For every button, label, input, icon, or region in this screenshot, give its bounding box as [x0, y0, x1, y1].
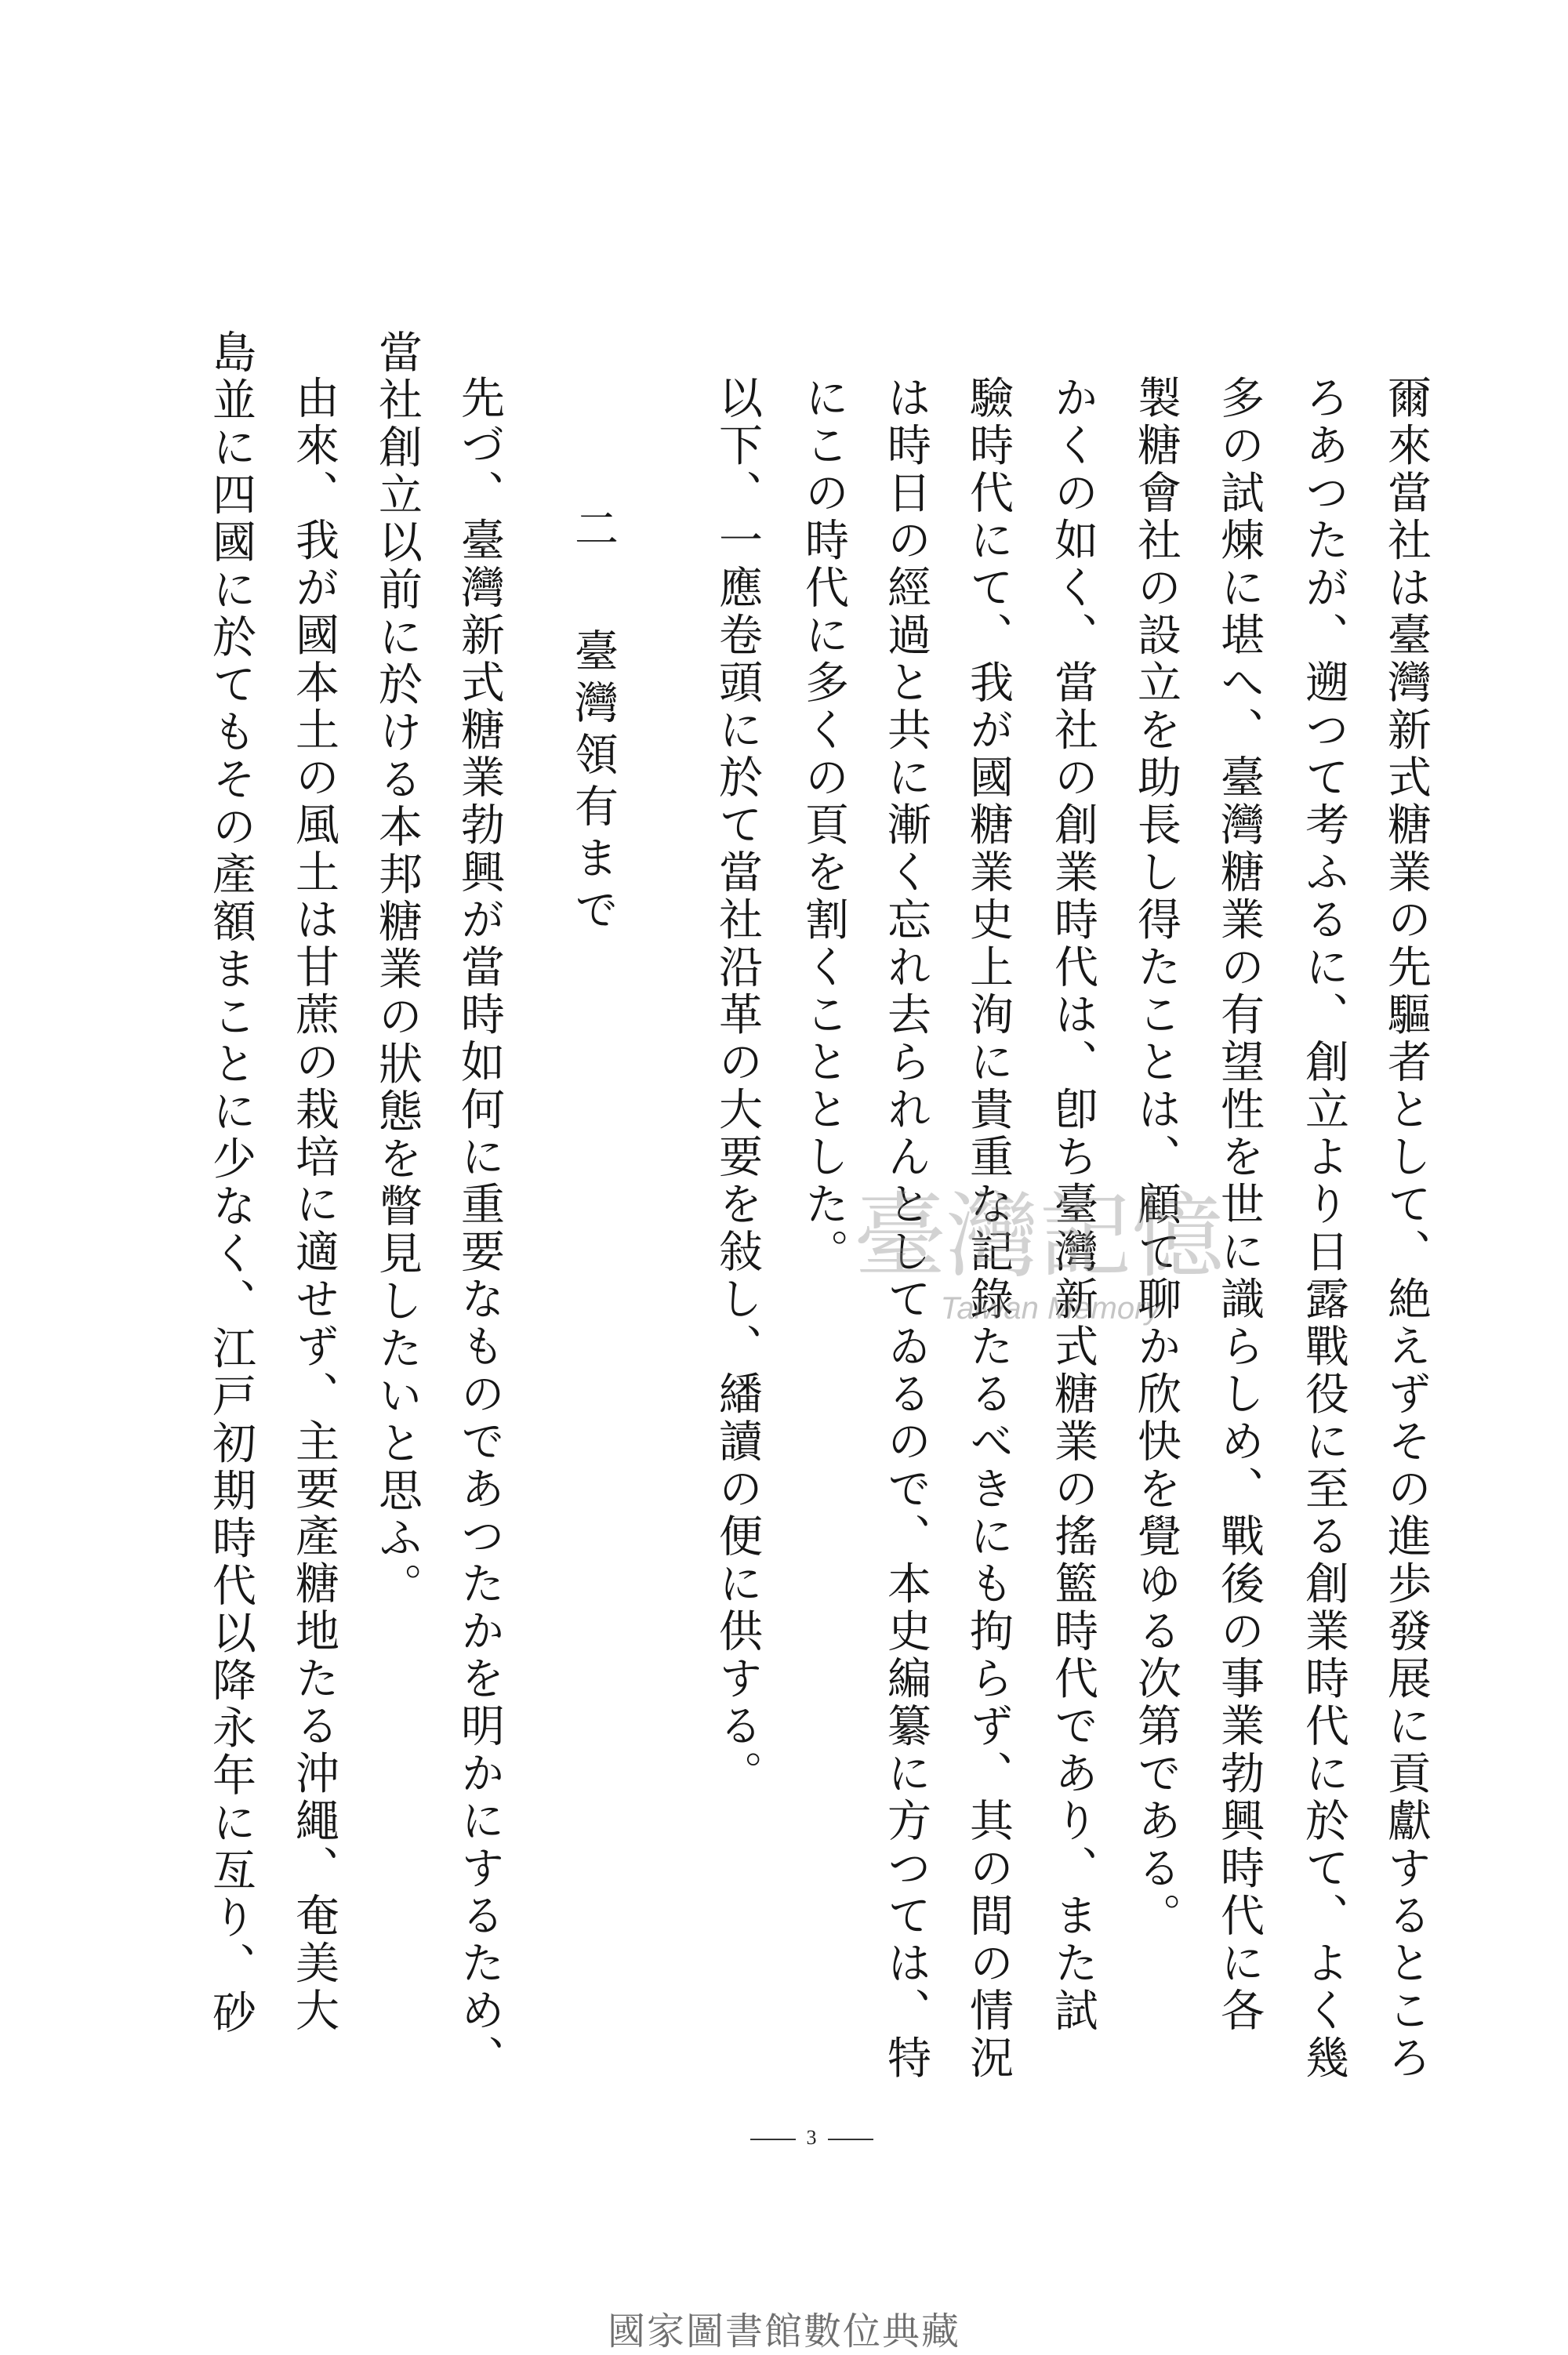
section-title: 臺灣領有まで [568, 628, 619, 938]
text-column-8: にこの時代に多くの頁を割くこととした。 [798, 375, 849, 1276]
text-column-10: 先づ、臺灣新式糖業勃興が當時如何に重要なものであつたかを明かにするため、 [454, 375, 505, 2082]
text-column-13: 島並に四國に於てもその產額まことに少なく、江戸初期時代以降永年に亙り、砂 [205, 329, 256, 2037]
text-column-3: 多の試煉に堪へ、臺灣糖業の有望性を世に識らしめ、戰後の事業勃興時代に各 [1214, 375, 1265, 2035]
page-number [733, 2126, 890, 2150]
svg-text:臺灣記憶: 臺灣記憶 [853, 1182, 1225, 1290]
page-number-dash-left [750, 2139, 796, 2140]
text-column-1: 爾來當社は臺灣新式糖業の先驅者として、絶えずその進歩發展に貢獻するところ [1381, 375, 1432, 2082]
text-column-2: ろあつたが、遡つて考ふるに、創立より日露戰役に至る創業時代に於て、よく幾 [1298, 375, 1349, 2082]
taiwan-memory-watermark [792, 1176, 1286, 1333]
section-number: 二 [568, 506, 619, 550]
page-number-dash-right [828, 2139, 873, 2140]
text-column-4: 製糖會社の設立を助長し得たことは、顧て聊か欣快を覺ゆる次第である。 [1131, 375, 1181, 1940]
page-number-value: 3 [806, 2126, 817, 2149]
text-column-7: は時日の經過と共に漸く忘れ去られんとしてゐるので、本史編纂に方つては、特 [880, 375, 931, 2082]
text-column-9: 以下、一應卷頭に於て當社沿革の大要を敍し、繙讀の便に供する。 [712, 375, 763, 1798]
library-footer: 國家圖書館數位典藏 [607, 2310, 960, 2353]
text-column-5: かくの如く、當社の創業時代は、卽ち臺灣新式糖業の搖籃時代であり、また試 [1047, 375, 1098, 2035]
svg-text:Taiwan Memory: Taiwan Memory [940, 1291, 1161, 1326]
section-heading [568, 506, 619, 938]
text-column-6: 驗時代にて、我が國糖業史上洵に貴重な記錄たるべきにも拘らず、其の間の情況 [963, 375, 1014, 2082]
text-column-12: 由來、我が國本土の風土は甘蔗の栽培に適せず、主要產糖地たる沖繩、奄美大 [289, 375, 339, 2035]
text-column-11: 當社創立以前に於ける本邦糖業の狀態を瞥見したいと思ふ。 [372, 329, 423, 1610]
